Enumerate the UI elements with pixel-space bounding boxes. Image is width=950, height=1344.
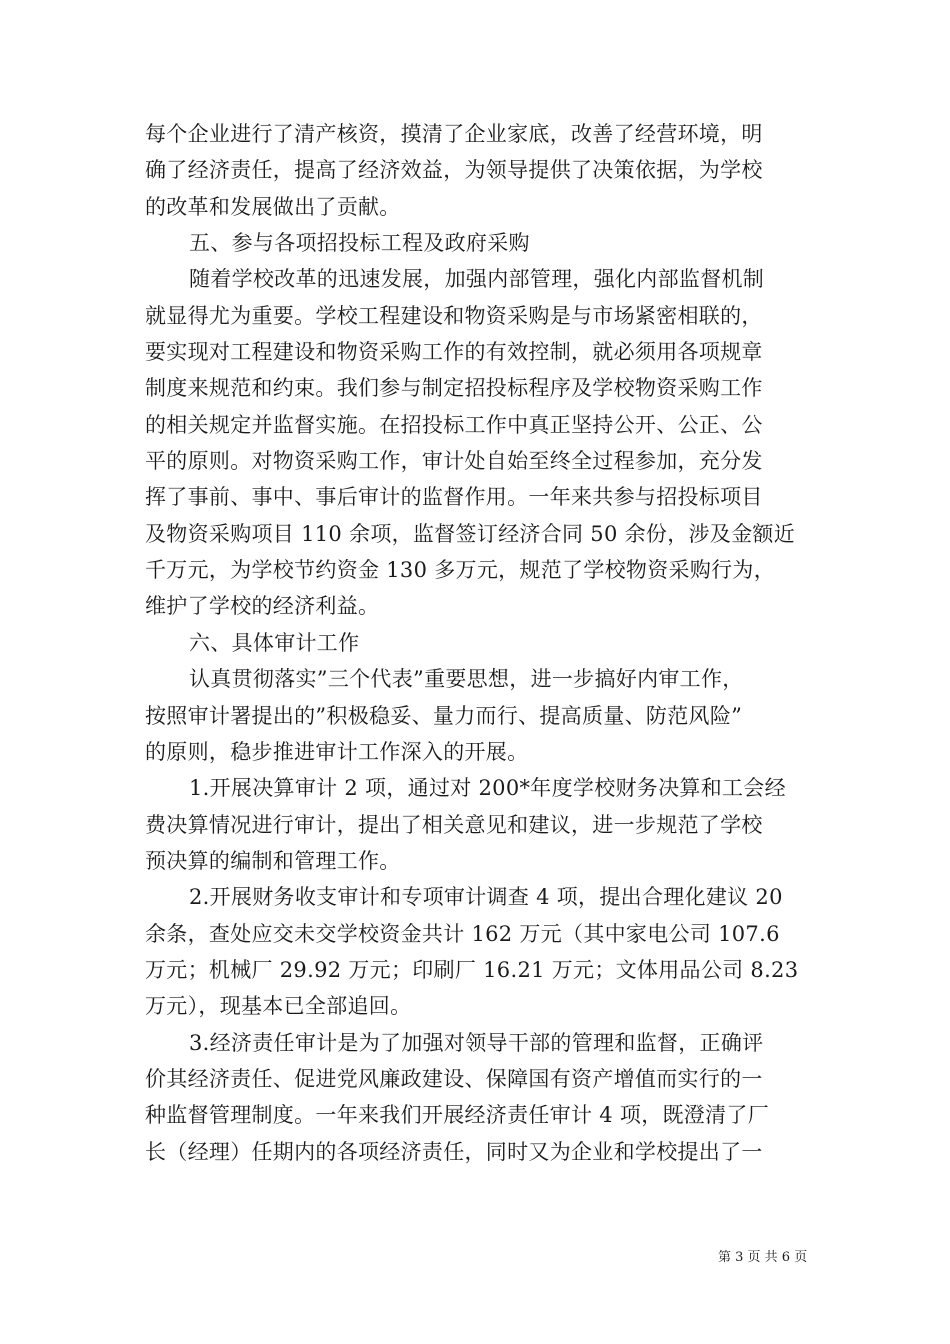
text-line: 2.开展财务收支审计和专项审计调查 4 项，提出合理化建议 20 xyxy=(189,885,783,910)
text-line: 的改革和发展做出了贡献。 xyxy=(145,194,401,219)
text-line: 万元），现基本已全部追回。 xyxy=(145,994,412,1019)
text-line: 及物资采购项目 110 余项，监督签订经济合同 50 余份，涉及金额近 xyxy=(145,521,796,546)
text-line: 3.经济责任审计是为了加强对领导干部的管理和监督，正确评 xyxy=(189,1030,764,1055)
text-line: 平的原则。对物资采购工作，审计处自始至终全过程参加，充分发 xyxy=(145,449,763,474)
text-line: 的相关规定并监督实施。在招投标工作中真正坚持公开、公正、公 xyxy=(145,412,763,437)
text-line: 价其经济责任、促进党风廉政建设、保障国有资产增值而实行的一 xyxy=(145,1066,763,1091)
text-line: 万元；机械厂 29.92 万元；印刷厂 16.21 万元；文体用品公司 8.23 xyxy=(145,957,799,982)
text-line: 1.开展决算审计 2 项，通过对 200*年度学校财务决算和工会经 xyxy=(189,776,786,801)
section-heading: 五、参与各项招投标工程及政府采购 xyxy=(189,231,530,256)
text-line: 长（经理）任期内的各项经济责任，同时又为企业和学校提出了一 xyxy=(145,1139,763,1164)
text-line: 制度来规范和约束。我们参与制定招投标程序及学校物资采购工作 xyxy=(145,376,763,401)
text-line: 挥了事前、事中、事后审计的监督作用。一年来共参与招投标项目 xyxy=(145,485,763,510)
page-number: 第 3 页 共 6 页 xyxy=(718,1250,808,1265)
text-line: 预决算的编制和管理工作。 xyxy=(145,848,401,873)
text-line: 确了经济责任，提高了经济效益，为领导提供了决策依据，为学校 xyxy=(145,158,763,183)
text-line: 的原则，稳步推进审计工作深入的开展。 xyxy=(145,739,529,764)
text-line: 要实现对工程建设和物资采购工作的有效控制，就必须用各项规章 xyxy=(145,340,763,365)
section-heading: 六、具体审计工作 xyxy=(189,630,360,655)
text-line: 随着学校改革的迅速发展，加强内部管理，强化内部监督机制 xyxy=(189,267,765,292)
text-line: 按照审计署提出的”积极稳妥、量力而行、提高质量、防范风险” xyxy=(145,703,743,728)
text-line: 就显得尤为重要。学校工程建设和物资采购是与市场紧密相联的， xyxy=(145,303,763,328)
text-line: 费决算情况进行审计，提出了相关意见和建议，进一步规范了学校 xyxy=(145,812,763,837)
text-line: 认真贯彻落实”三个代表”重要思想，进一步搞好内审工作， xyxy=(189,667,744,692)
text-line: 每个企业进行了清产核资，摸清了企业家底，改善了经营环境，明 xyxy=(145,122,763,146)
text-line: 维护了学校的经济利益。 xyxy=(145,594,380,619)
document-body xyxy=(145,116,810,1170)
text-line: 千万元，为学校节约资金 130 多万元，规范了学校物资采购行为， xyxy=(145,558,776,583)
text-line: 种监督管理制度。一年来我们开展经济责任审计 4 项，既澄清了厂 xyxy=(145,1103,770,1128)
text-line: 余条，查处应交未交学校资金共计 162 万元（其中家电公司 107.6 xyxy=(145,921,780,946)
